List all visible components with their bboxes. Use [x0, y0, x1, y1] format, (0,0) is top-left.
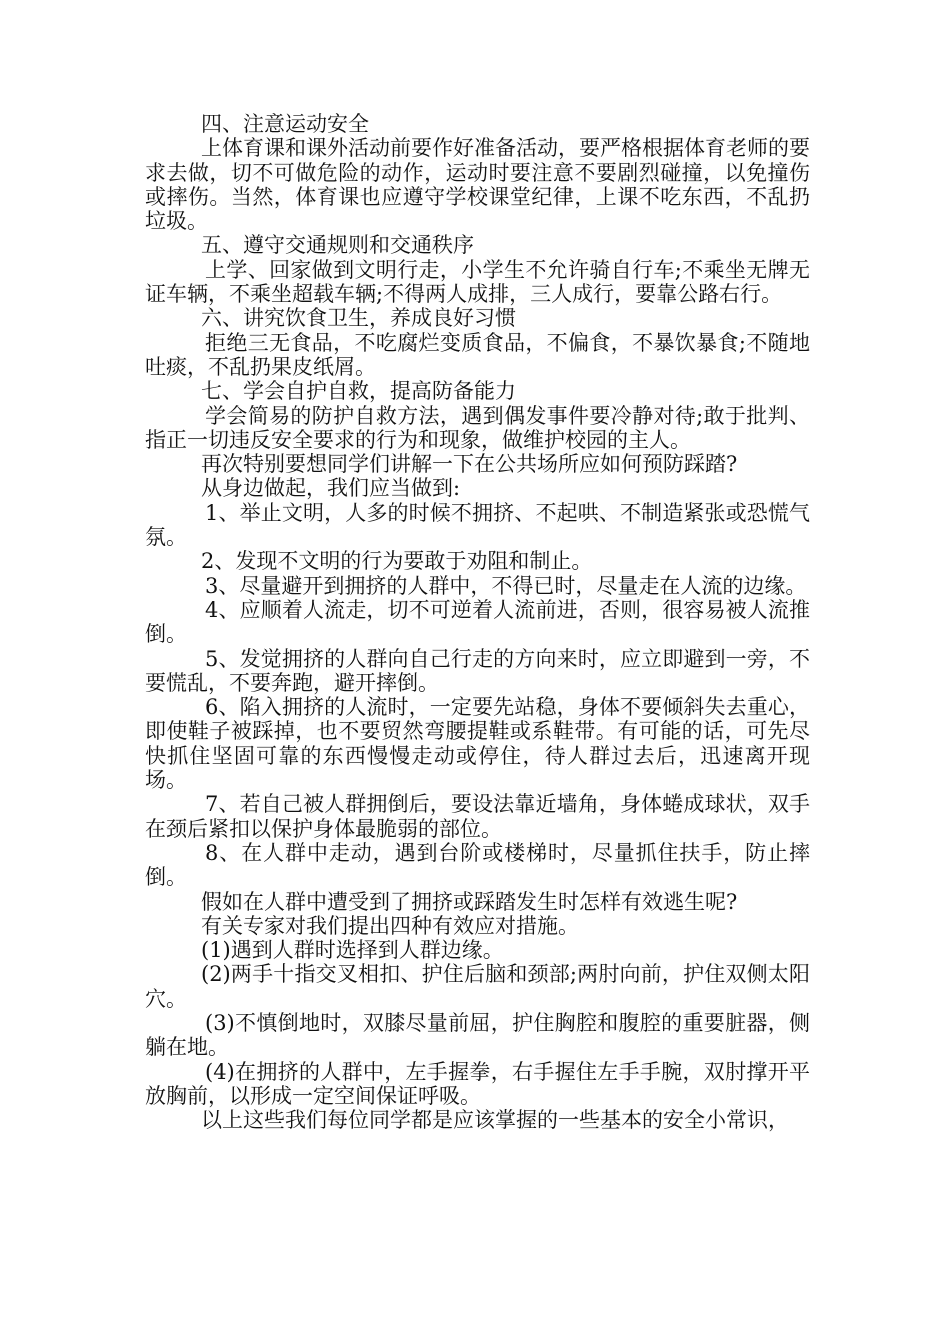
paragraph-i5: 5、发觉拥挤的人群向自己行走的方向来时，应立即避到一旁，不要慌乱，不要奔跑，避开摔倒。 [145, 646, 810, 695]
paragraph-i8: 8、在人群中走动，遇到台阶或楼梯时，尽量抓住扶手，防止摔倒。 [145, 840, 810, 890]
paragraph-m1: (1)遇到人群时选择到人群边缘。 [201, 938, 504, 963]
paragraph-i7: 7、若自己被人群拥倒后，要设法靠近墙角，身体蜷成球状，双手在颈后紧扣以保护身体最脆弱的部位。 [145, 792, 810, 841]
paragraph-i2: 2、发现不文明的行为要敢于劝阻和制止。 [201, 549, 593, 574]
paragraph-h5: 五、遵守交通规则和交通秩序 [201, 233, 474, 258]
paragraph-i4: 4、应顺着人流走，切不可逆着人流前进，否则，很容易被人流推倒。 [145, 597, 810, 647]
paragraph-m3: (3)不慎倒地时，双膝尽量前屈，护住胸腔和腹腔的重要脏器，侧躺在地。 [145, 1010, 810, 1060]
paragraph-q2: 从身边做起，我们应当做到: [201, 476, 461, 501]
paragraph-q1: 再次特别要想同学们讲解一下在公共场所应如何预防踩踏? [201, 452, 738, 477]
paragraph-p7: 学会简易的防护自救方法，遇到偶发事件要冷静对待;敢于批判、指正一切违反安全要求的行为和现象，做维护校园的主人。 [145, 403, 810, 452]
document-body [145, 112, 810, 1132]
paragraph-i3: 3、尽量避开到拥挤的人群中，不得已时，尽量走在人流的边缘。 [205, 573, 807, 598]
paragraph-p5: 上学、回家做到文明行走，小学生不允许骑自行车;不乘坐无牌无证车辆，不乘坐超载车辆;不得两人成排，三人成行，要靠公路右行。 [145, 257, 810, 307]
paragraph-e1: 假如在人群中遭受到了拥挤或踩踏发生时怎样有效逃生呢? [201, 889, 738, 914]
paragraph-i6: 6、陷入拥挤的人流时，一定要先站稳，身体不要倾斜失去重心，即使鞋子被踩掉，也不要贸然弯腰提鞋或系鞋带。有可能的话，可先尽快抓住坚固可靠的东西慢慢走动或停住，待人群过去后，迅速离开现场。 [145, 695, 810, 793]
paragraph-h7: 七、学会自护自救，提高防备能力 [201, 379, 516, 404]
paragraph-p4: 上体育课和课外活动前要作好准备活动，要严格根据体育老师的要求去做，切不可做危险的动作，运动时要注意不要剧烈碰撞，以免撞伤或摔伤。当然，体育课也应遵守学校课堂纪律，上课不吃东西，不乱扔垃圾。 [145, 136, 810, 234]
paragraph-p6: 拒绝三无食品，不吃腐烂变质食品，不偏食，不暴饮暴食;不随地吐痰，不乱扔果皮纸屑。 [145, 330, 810, 379]
paragraph-i1: 1、举止文明，人多的时候不拥挤、不起哄、不制造紧张或恐慌气氛。 [145, 500, 810, 550]
paragraph-e2: 有关专家对我们提出四种有效应对措施。 [201, 913, 579, 938]
paragraph-m2: (2)两手十指交叉相扣、护住后脑和颈部;两肘向前，护住双侧太阳穴。 [145, 962, 810, 1011]
paragraph-m4: (4)在拥挤的人群中，左手握拳，右手握住左手手腕，双肘撑开平放胸前，以形成一定空间保证呼吸。 [145, 1059, 810, 1108]
paragraph-c1: 以上这些我们每位同学都是应该掌握的一些基本的安全小常识， [201, 1108, 789, 1133]
paragraph-h6: 六、讲究饮食卫生，养成良好习惯 [201, 306, 516, 331]
paragraph-h4: 四、注意运动安全 [201, 112, 369, 136]
